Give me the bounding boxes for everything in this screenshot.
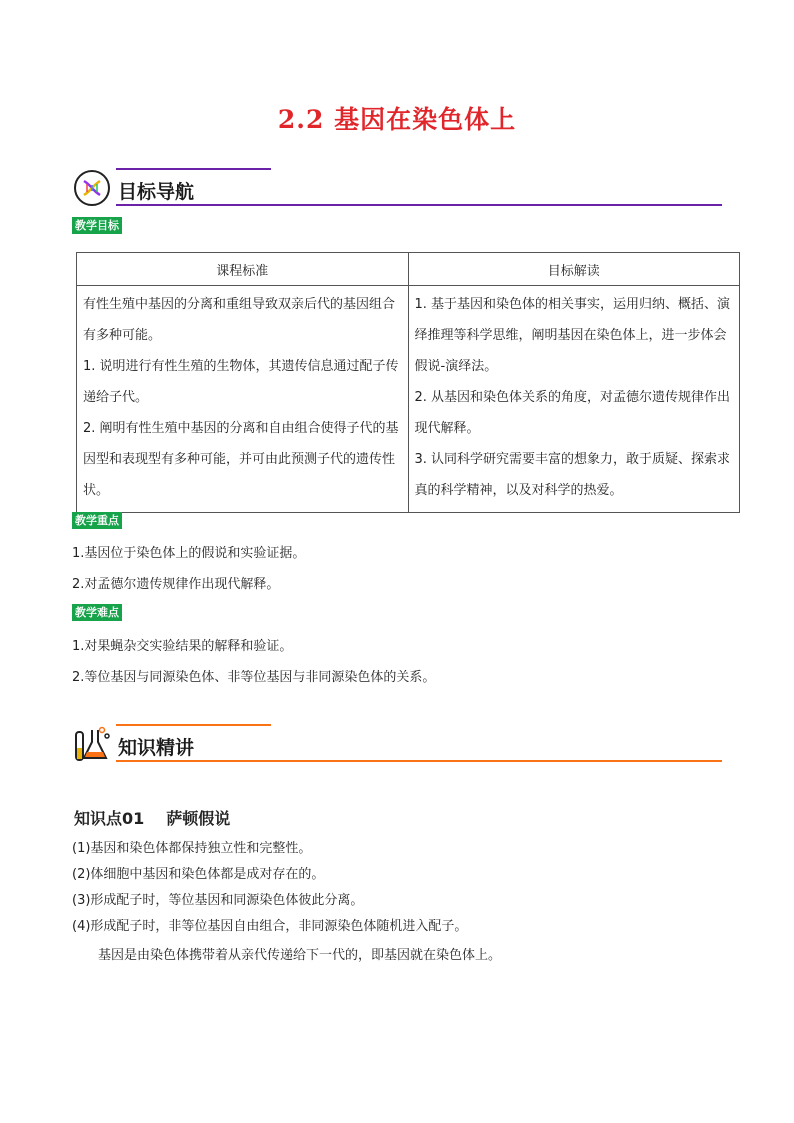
header-divider	[116, 204, 722, 206]
knowledge-point-number: 知识点01	[74, 809, 145, 828]
course-standard-cell	[77, 286, 409, 513]
key-point-item: 1.基因位于染色体上的假说和实验证据。	[72, 546, 306, 561]
knowledge-point-title	[74, 806, 230, 829]
standard-text: 有性生殖中基因的分离和重组导致双亲后代的基因组合有多种可能。	[83, 297, 396, 343]
table-header-cell: 目标解读	[408, 253, 740, 286]
section-header-goal-navigation	[72, 168, 722, 208]
standard-text: 2. 阐明有性生殖中基因的分离和自由组合使得子代的基因型和表现型有多种可能，并可由此预测子代的遗传性状。	[83, 421, 399, 498]
knowledge-item: (2)体细胞中基因和染色体都是成对存在的。	[72, 867, 325, 882]
difficulty-item: 1.对果蝇杂交实验结果的解释和验证。	[72, 639, 293, 654]
header-accent-line	[116, 724, 271, 726]
section-heading: 知识精讲	[118, 737, 195, 759]
knowledge-point-name: 萨顿假说	[166, 809, 231, 828]
knowledge-conclusion: 基因是由染色体携带着从亲代传递给下一代的，即基因就在染色体上。	[98, 948, 502, 963]
goal-interpretation-cell	[408, 286, 740, 513]
table-header-row	[77, 253, 740, 286]
dna-molecule-icon	[72, 168, 112, 208]
knowledge-item: (3)形成配子时，等位基因和同源染色体彼此分离。	[72, 893, 364, 908]
tag-difficulties: 教学难点	[72, 604, 122, 621]
lab-flask-icon	[72, 724, 112, 764]
standard-text: 1. 说明进行有性生殖的生物体，其遗传信息通过配子传递给子代。	[83, 359, 399, 405]
interpretation-text: 1. 基于基因和染色体的相关事实，运用归纳、概括、演绎推理等科学思维，阐明基因在染色体上，进一步体会假说-演绎法。	[414, 297, 731, 374]
section-header-knowledge	[72, 724, 722, 764]
tag-teaching-goals: 教学目标	[72, 217, 122, 234]
table-header-cell: 课程标准	[77, 253, 409, 286]
interpretation-text: 3. 认同科学研究需要丰富的想象力，敢于质疑、探索求真的科学精神，以及对科学的热爱。	[414, 452, 731, 498]
knowledge-item: (4)形成配子时，非等位基因自由组合，非同源染色体随机进入配子。	[72, 919, 468, 934]
tag-key-points: 教学重点	[72, 512, 122, 529]
section-heading: 目标导航	[118, 181, 195, 203]
key-point-item: 2.对孟德尔遗传规律作出现代解释。	[72, 577, 280, 592]
knowledge-item: (1)基因和染色体都保持独立性和完整性。	[72, 841, 312, 856]
table-row	[77, 286, 740, 513]
header-accent-line	[116, 168, 271, 170]
difficulty-item: 2.等位基因与同源染色体、非等位基因与非同源染色体的关系。	[72, 670, 436, 685]
header-divider	[116, 760, 722, 762]
page-title: 2.2 基因在染色体上	[277, 105, 517, 134]
goals-table	[76, 252, 740, 513]
interpretation-text: 2. 从基因和染色体关系的角度，对孟德尔遗传规律作出现代解释。	[414, 390, 731, 436]
